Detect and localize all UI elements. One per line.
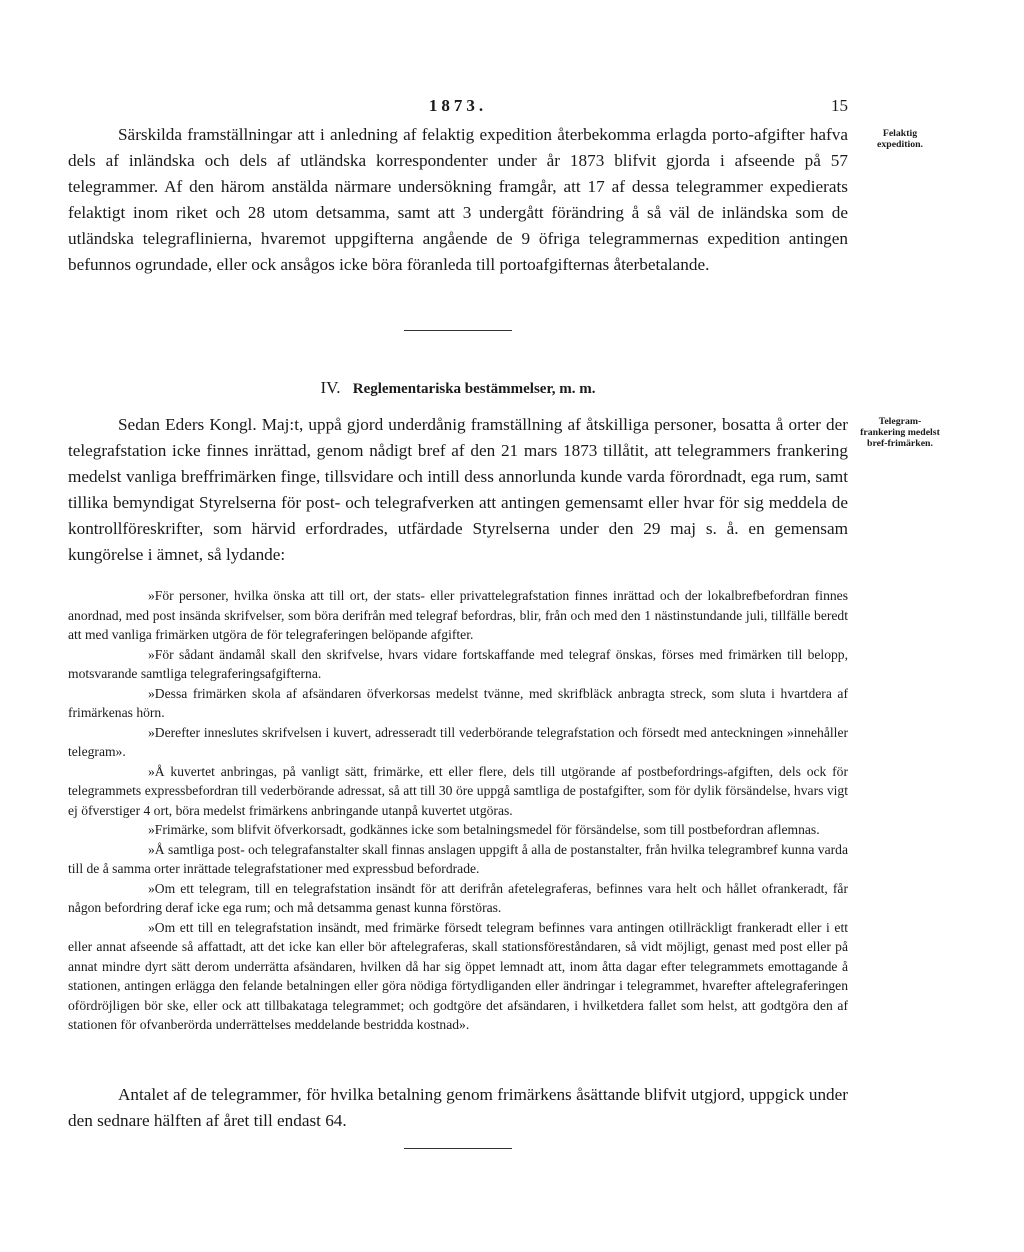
header-year: 1873. bbox=[428, 96, 488, 115]
margin-note-felaktig: Felaktig expedition. bbox=[877, 128, 923, 150]
section-heading bbox=[68, 378, 848, 398]
quote-paragraph: »Frimärke, som blifvit öfverkorsadt, godkännes icke som betalningsmedel för försändelse, som till postbefordran aflemnas. bbox=[148, 822, 820, 837]
paragraph-antalet bbox=[68, 1082, 848, 1134]
paragraph-kungorelse bbox=[68, 412, 848, 568]
quote-paragraph: »Om ett till en telegrafstation insändt, med frimärke försedt telegram befinnes vara antingen otillräckligt frankeradt eller i ett eller annat afseende så affattadt, att det icke kan eller bör aftelegraferas, skall stationsföreståndaren, så vidt möjligt, genast med post eller på annat mindre dyrt sätt derom underrätta afsändaren, hvilken då har sig öppet lemnadt att, inom åtta dagar efter telegrammets emottagande å stationen, antingen erlägga den felande betalningen eller göra nödiga förtydliganden eller ändringar i telegrammet, hvarefter aftelegraferingen ofördröjligen bör ske, eller ock att tillbakataga telegrammet; och godtgöre det afsändaren, i hvilketdera fallet som helst, att godtgöra den af stationen för ofvanberörda underrättelses meddelande bestridda kostnad». bbox=[68, 919, 848, 1032]
quote-paragraph: »Derefter inneslutes skrifvelsen i kuvert, adresseradt till vederbörande telegrafstation och försedt med anteckningen »innehåller telegram». bbox=[68, 724, 848, 759]
quote-paragraph: »Å kuvertet anbringas, på vanligt sätt, frimärke, ett eller flere, dels till utgörande af postbefordrings-afgiften, dels ock för telegrammets expressbefordran till vederbörande adressat, så att till 30 öre uppgå samtliga de postafgifter, som för dylik försändelse, hvars vigt ej öfverstiger 4 ort, böra medelst frimärkens anbringande utanpå kuvertet utgöras. bbox=[68, 763, 848, 818]
quote-paragraph: »Om ett telegram, till en telegrafstation insändt för att derifrån afetelegraferas, befinnes vara helt och hållet ofrankeradt, får någon befordring deraf icke ega rum; och må detsamma genast kunna förstöras. bbox=[68, 880, 848, 915]
margin-note-telegram: Telegram-frankering medelst bref-frimärken. bbox=[860, 416, 940, 449]
quote-paragraph: »För sådant ändamål skall den skrifvelse, hvars vidare fortskaffande med telegraf önskas, förses med frimärken till belopp, motsvarande samtliga telegraferingsafgifterna. bbox=[68, 646, 848, 681]
end-divider bbox=[404, 1148, 512, 1149]
quoted-regulation bbox=[68, 586, 848, 1035]
quote-paragraph: »Å samtliga post- och telegrafanstalter skall finnas anslagen uppgift å alla de postanstalter, från hvilka telegrambref kunna varda till de å samma orter inrättade telegrafstationer med expressbud befordrade. bbox=[68, 841, 848, 876]
paragraph-text: Särskilda framställningar att i anledning af felaktig expedition återbekomma erlagda porto-afgifter hafva dels af inländska och dels af utländska korrespondenter under år 1873 blifvit gjorda i afseende på 57 telegrammer. Af den härom anstälda närmare undersökning framgår, att 17 af dessa telegrammer expedierats felaktigt inom riket och 28 utom detsamma, samt att 3 undergått förändring å så väl de inländska som de utländska telegraflinierna, hvaremot uppgifterna angående de 9 öfriga telegrammernas expedition antingen befunnos ogrundade, eller ock ansågos icke böra föranleda till portoafgifternas återbetalande. bbox=[68, 125, 848, 274]
section-title: Reglementariska bestämmelser, m. m. bbox=[352, 381, 596, 397]
paragraph-text: Sedan Eders Kongl. Maj:t, uppå gjord underdånig framställning af åtskilliga personer, bosatta å orter der telegrafstation icke finnes inrättad, genom nådigt bref af den 21 mars 1873 tillåtit, att telegrammers frankering medelst vanliga breffrimärken finge, tillsvidare och intill dess annorlunda kunde varda förordnadt, ega rum, samt tillika bemyndigat Styrelserna för post- och telegrafverken att antingen gemensamt eller hvar för sig meddela de kontrollföreskrifter, som härvid erfordrades, utfärdade Styrelserna under den 29 maj s. å. en gemensam kungörelse i ämnet, så lydande: bbox=[68, 415, 848, 564]
paragraph-felaktig-expedition bbox=[68, 122, 848, 278]
section-divider bbox=[404, 330, 512, 331]
page-number: 15 bbox=[831, 96, 848, 115]
paragraph-text: Antalet af de telegrammer, för hvilka betalning genom frimärkens åsättande blifvit utgjord, uppgick under den sednare hälften af året till endast 64. bbox=[68, 1085, 848, 1130]
section-number: IV. bbox=[320, 378, 341, 397]
page-header bbox=[68, 96, 848, 122]
quote-paragraph: »Dessa frimärken skola af afsändaren öfverkorsas medelst tvänne, med skrifbläck anbragta streck, som sluta i hvartdera af frimärkenas hörn. bbox=[68, 685, 848, 720]
quote-paragraph: »För personer, hvilka önska att till ort, der stats- eller privattelegrafstation finnes inrättad och der lokalbrefbefordran finnes anordnad, med post insända skrifvelser, som böra derifrån med telegraf befordras, blir, från och med den 1 nästinstundande juli, tillfälle beredt att med vanliga frimärken utgöra de för telegraferingen belöpande afgifter. bbox=[68, 588, 848, 642]
